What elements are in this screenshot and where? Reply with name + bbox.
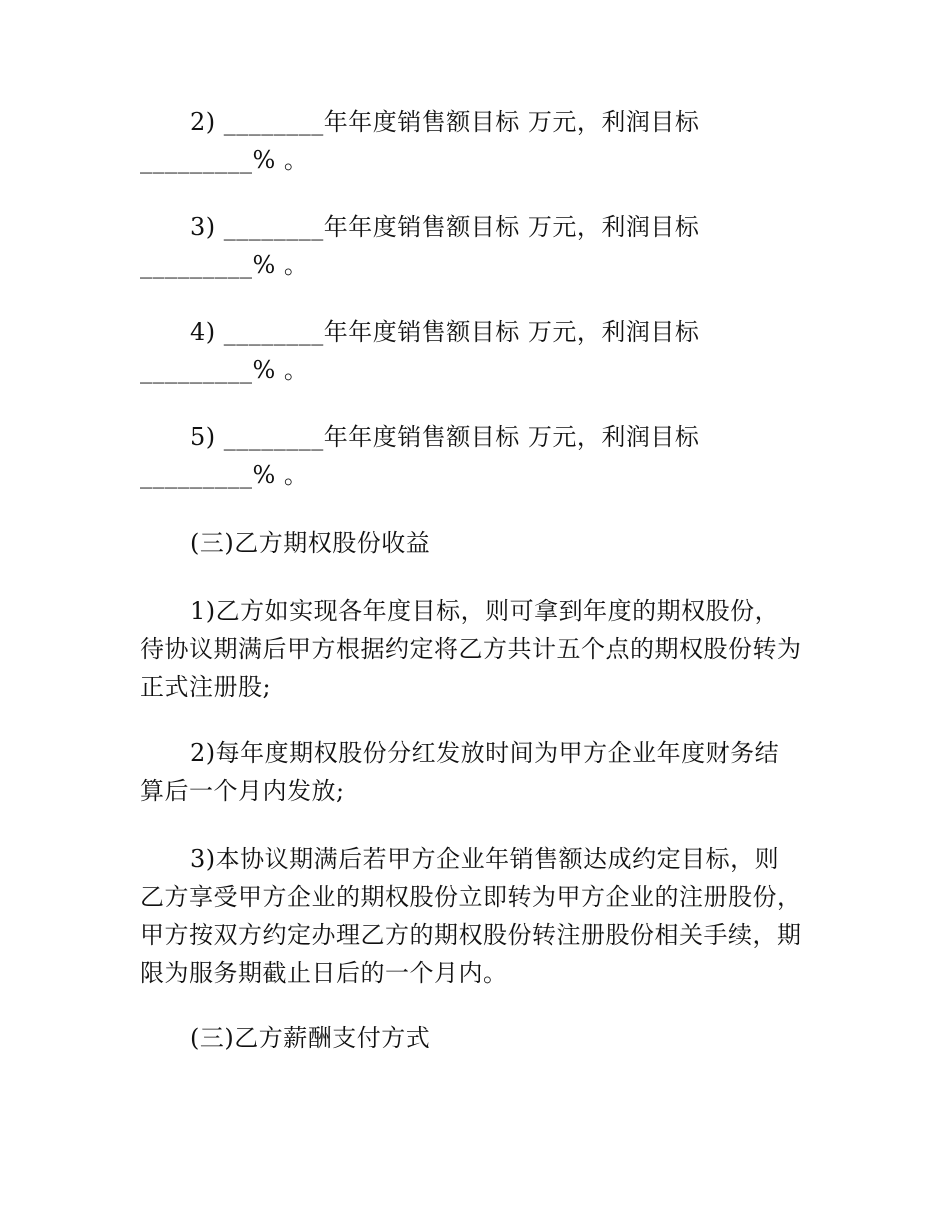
target-line-main: 2) ________年年度销售额目标 万元，利润目标 — [190, 108, 700, 136]
paragraph-line: 正式注册股; — [140, 673, 272, 701]
target-line-percent: _________% 。 — [140, 461, 309, 489]
equity-item-2 — [140, 734, 820, 810]
target-item-5 — [140, 418, 820, 494]
section-title: (三)乙方薪酬支付方式 — [190, 1024, 431, 1052]
paragraph-line: 甲方按双方约定办理乙方的期权股份转注册股份相关手续，期 — [140, 921, 802, 949]
equity-item-1 — [140, 592, 820, 706]
target-line-main: 5) ________年年度销售额目标 万元，利润目标 — [190, 423, 700, 451]
target-line-main: 3) ________年年度销售额目标 万元，利润目标 — [190, 213, 700, 241]
paragraph-line: 待协议期满后甲方根据约定将乙方共计五个点的期权股份转为 — [140, 635, 802, 663]
paragraph-line: 1)乙方如实现各年度目标，则可拿到年度的期权股份， — [190, 597, 780, 625]
target-line-percent: _________% 。 — [140, 146, 309, 174]
section-heading-payment — [140, 1019, 820, 1057]
equity-item-3 — [140, 840, 820, 992]
section-heading-equity — [140, 524, 820, 562]
paragraph-line: 乙方享受甲方企业的期权股份立即转为甲方企业的注册股份， — [140, 883, 802, 911]
paragraph-line: 2)每年度期权股份分红发放时间为甲方企业年度财务结 — [190, 739, 780, 767]
target-line-percent: _________% 。 — [140, 356, 309, 384]
section-title: (三)乙方期权股份收益 — [190, 529, 431, 557]
target-item-2 — [140, 103, 820, 179]
target-line-main: 4) ________年年度销售额目标 万元，利润目标 — [190, 318, 700, 346]
paragraph-line: 3)本协议期满后若甲方企业年销售额达成约定目标，则 — [190, 845, 780, 873]
target-item-3 — [140, 208, 820, 284]
target-item-4 — [140, 313, 820, 389]
paragraph-line: 算后一个月内发放; — [140, 777, 345, 805]
target-line-percent: _________% 。 — [140, 251, 309, 279]
paragraph-line: 限为服务期截止日后的一个月内。 — [140, 959, 508, 987]
